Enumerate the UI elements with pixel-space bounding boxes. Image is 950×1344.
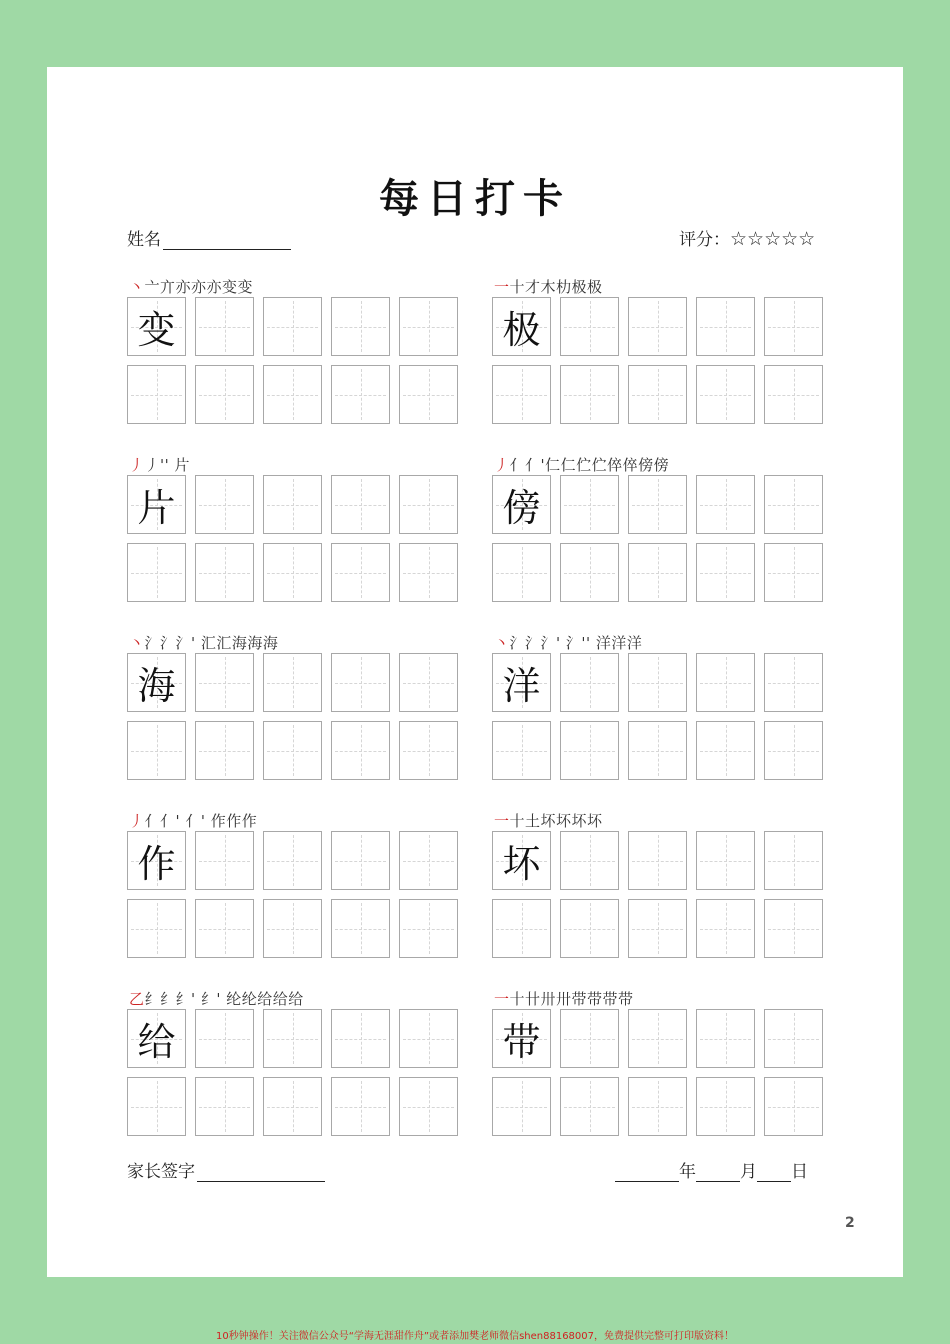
first-stroke: 一 (494, 812, 510, 830)
writing-cell[interactable] (195, 297, 254, 356)
writing-cell[interactable] (764, 543, 823, 602)
writing-cell[interactable] (696, 899, 755, 958)
writing-cell[interactable] (764, 653, 823, 712)
writing-cell[interactable] (628, 1077, 687, 1136)
writing-cell[interactable] (764, 365, 823, 424)
writing-cell[interactable] (492, 365, 551, 424)
writing-cell[interactable] (195, 475, 254, 534)
page-number: 2 (845, 1215, 855, 1231)
writing-cell[interactable] (399, 1009, 458, 1068)
stroke-order (129, 454, 190, 475)
model-character: 海 (137, 664, 176, 708)
stroke-sequence: 氵氵氵' 汇汇海海海 (144, 634, 279, 652)
writing-cell[interactable] (399, 899, 458, 958)
first-stroke: 一 (494, 278, 510, 296)
writing-cell[interactable] (331, 543, 390, 602)
stroke-order (129, 988, 304, 1009)
writing-cell[interactable] (127, 365, 186, 424)
writing-cell[interactable] (263, 475, 322, 534)
model-character: 傍 (502, 486, 541, 530)
star-rating-icon[interactable]: ☆☆☆☆☆ (730, 228, 816, 250)
writing-cell[interactable] (195, 365, 254, 424)
writing-cell[interactable] (127, 1009, 186, 1068)
writing-cell[interactable] (127, 297, 186, 356)
writing-cell[interactable] (195, 543, 254, 602)
score-label: 评分： (679, 230, 730, 250)
writing-cell[interactable] (399, 543, 458, 602)
writing-cell[interactable] (263, 653, 322, 712)
writing-cell[interactable] (560, 721, 619, 780)
stroke-order (494, 988, 634, 1009)
writing-cell[interactable] (696, 721, 755, 780)
writing-cell[interactable] (195, 1009, 254, 1068)
month-label: 月 (740, 1162, 757, 1182)
writing-cell[interactable] (399, 297, 458, 356)
writing-cell[interactable] (560, 543, 619, 602)
writing-cell[interactable] (492, 543, 551, 602)
stroke-order (129, 632, 278, 653)
stroke-sequence: 亻亻'仁仁伫伫倅倅傍傍 (509, 456, 670, 474)
writing-cell[interactable] (263, 899, 322, 958)
writing-cell[interactable] (696, 1009, 755, 1068)
score-field (679, 225, 815, 250)
writing-cell[interactable] (492, 653, 551, 712)
stroke-sequence: 纟纟纟' 纟' 纶纶给给给 (144, 990, 304, 1008)
writing-cell[interactable] (628, 475, 687, 534)
day-label: 日 (791, 1162, 808, 1182)
writing-cell[interactable] (764, 297, 823, 356)
stroke-order (129, 810, 257, 831)
writing-cell[interactable] (628, 297, 687, 356)
writing-cell[interactable] (263, 721, 322, 780)
writing-cell[interactable] (263, 1009, 322, 1068)
writing-cell[interactable] (399, 721, 458, 780)
writing-cell[interactable] (331, 653, 390, 712)
writing-cell[interactable] (560, 475, 619, 534)
writing-cell[interactable] (399, 653, 458, 712)
writing-cell[interactable] (263, 365, 322, 424)
first-stroke: 丶 (494, 634, 510, 652)
writing-cell[interactable] (263, 543, 322, 602)
writing-cell[interactable] (764, 475, 823, 534)
writing-cell[interactable] (696, 475, 755, 534)
model-character: 片 (137, 486, 176, 530)
writing-cell[interactable] (560, 297, 619, 356)
writing-cell[interactable] (331, 721, 390, 780)
writing-cell[interactable] (127, 475, 186, 534)
writing-cell[interactable] (492, 297, 551, 356)
stroke-sequence: 亻亻' 亻' 作作作 (144, 812, 258, 830)
writing-cell[interactable] (195, 721, 254, 780)
model-character: 极 (502, 308, 541, 352)
first-stroke: 丿 (129, 812, 145, 830)
model-character: 洋 (502, 664, 541, 708)
writing-cell[interactable] (195, 653, 254, 712)
writing-cell[interactable] (764, 831, 823, 890)
writing-cell[interactable] (399, 831, 458, 890)
writing-cell[interactable] (331, 297, 390, 356)
model-character: 给 (137, 1020, 176, 1064)
parent-sign-line[interactable] (197, 1161, 325, 1182)
writing-cell[interactable] (127, 831, 186, 890)
model-character: 作 (137, 842, 176, 886)
writing-cell[interactable] (628, 831, 687, 890)
writing-cell[interactable] (764, 1077, 823, 1136)
writing-cell[interactable] (195, 899, 254, 958)
writing-cell[interactable] (127, 543, 186, 602)
writing-cell[interactable] (399, 475, 458, 534)
month-line[interactable] (696, 1161, 740, 1182)
stroke-order (129, 276, 253, 297)
parent-sign-label: 家长签字 (127, 1162, 195, 1182)
first-stroke: 丶 (129, 634, 145, 652)
writing-cell[interactable] (696, 297, 755, 356)
writing-cell[interactable] (127, 721, 186, 780)
writing-cell[interactable] (331, 475, 390, 534)
writing-cell[interactable] (560, 831, 619, 890)
first-stroke: 丶 (129, 278, 145, 296)
writing-cell[interactable] (492, 475, 551, 534)
stroke-order (494, 632, 642, 653)
writing-cell[interactable] (560, 1009, 619, 1068)
stroke-order (494, 276, 603, 297)
writing-cell[interactable] (696, 543, 755, 602)
writing-cell[interactable] (492, 831, 551, 890)
writing-cell[interactable] (492, 1077, 551, 1136)
stroke-sequence: 十才木朸极极 (509, 278, 603, 296)
first-stroke: 乙 (129, 990, 145, 1008)
writing-cell[interactable] (628, 1009, 687, 1068)
date-field[interactable] (615, 1157, 808, 1182)
stroke-order (494, 454, 669, 475)
year-label: 年 (679, 1162, 696, 1182)
writing-cell[interactable] (492, 1009, 551, 1068)
writing-cell[interactable] (696, 1077, 755, 1136)
writing-cell[interactable] (195, 831, 254, 890)
writing-cell[interactable] (764, 899, 823, 958)
first-stroke: 丿 (494, 456, 510, 474)
writing-cell[interactable] (560, 899, 619, 958)
writing-cell[interactable] (628, 653, 687, 712)
parent-signature[interactable] (127, 1157, 325, 1182)
writing-cell[interactable] (127, 899, 186, 958)
writing-cell[interactable] (628, 365, 687, 424)
stroke-sequence: 氵氵氵' 氵'' 洋洋洋 (509, 634, 643, 652)
writing-cell[interactable] (628, 899, 687, 958)
writing-cell[interactable] (331, 831, 390, 890)
writing-cell[interactable] (399, 365, 458, 424)
stroke-sequence: 十土坏坏坏坏 (509, 812, 603, 830)
writing-cell[interactable] (560, 1077, 619, 1136)
writing-cell[interactable] (331, 365, 390, 424)
model-character: 变 (137, 308, 176, 352)
worksheet-page (47, 67, 903, 1277)
writing-cell[interactable] (696, 831, 755, 890)
writing-cell[interactable] (696, 653, 755, 712)
writing-cell[interactable] (263, 297, 322, 356)
page-title: 每日打卡 (379, 176, 571, 222)
writing-cell[interactable] (127, 653, 186, 712)
name-line[interactable] (163, 231, 291, 250)
name-label: 姓名 (127, 230, 161, 250)
year-line[interactable] (615, 1161, 679, 1182)
model-character: 坏 (502, 842, 541, 886)
model-character: 带 (502, 1020, 541, 1064)
writing-cell[interactable] (628, 721, 687, 780)
writing-cell[interactable] (560, 653, 619, 712)
writing-cell[interactable] (263, 1077, 322, 1136)
writing-cell[interactable] (331, 1009, 390, 1068)
writing-cell[interactable] (399, 1077, 458, 1136)
first-stroke: 一 (494, 990, 510, 1008)
stroke-sequence: 亠亣亦亦亦变变 (144, 278, 254, 296)
writing-cell[interactable] (331, 1077, 390, 1136)
first-stroke: 丿 (129, 456, 145, 474)
stroke-order (494, 810, 603, 831)
writing-cell[interactable] (764, 721, 823, 780)
writing-cell[interactable] (560, 365, 619, 424)
writing-cell[interactable] (331, 899, 390, 958)
writing-cell[interactable] (492, 899, 551, 958)
stroke-sequence: 丿'' 片 (144, 456, 191, 474)
writing-cell[interactable] (696, 365, 755, 424)
writing-cell[interactable] (263, 831, 322, 890)
writing-cell[interactable] (127, 1077, 186, 1136)
stroke-sequence: 十卄卅卅带带带带 (509, 990, 634, 1008)
writing-cell[interactable] (764, 1009, 823, 1068)
name-field[interactable] (127, 225, 291, 250)
writing-cell[interactable] (195, 1077, 254, 1136)
bottom-note: 10秒钟操作！关注微信公众号“学海无涯甜作舟”或者添加樊老师微信shen88168007，免费提供完整可打印版资料！ (215, 1331, 735, 1342)
writing-cell[interactable] (628, 543, 687, 602)
day-line[interactable] (757, 1161, 791, 1182)
writing-cell[interactable] (492, 721, 551, 780)
